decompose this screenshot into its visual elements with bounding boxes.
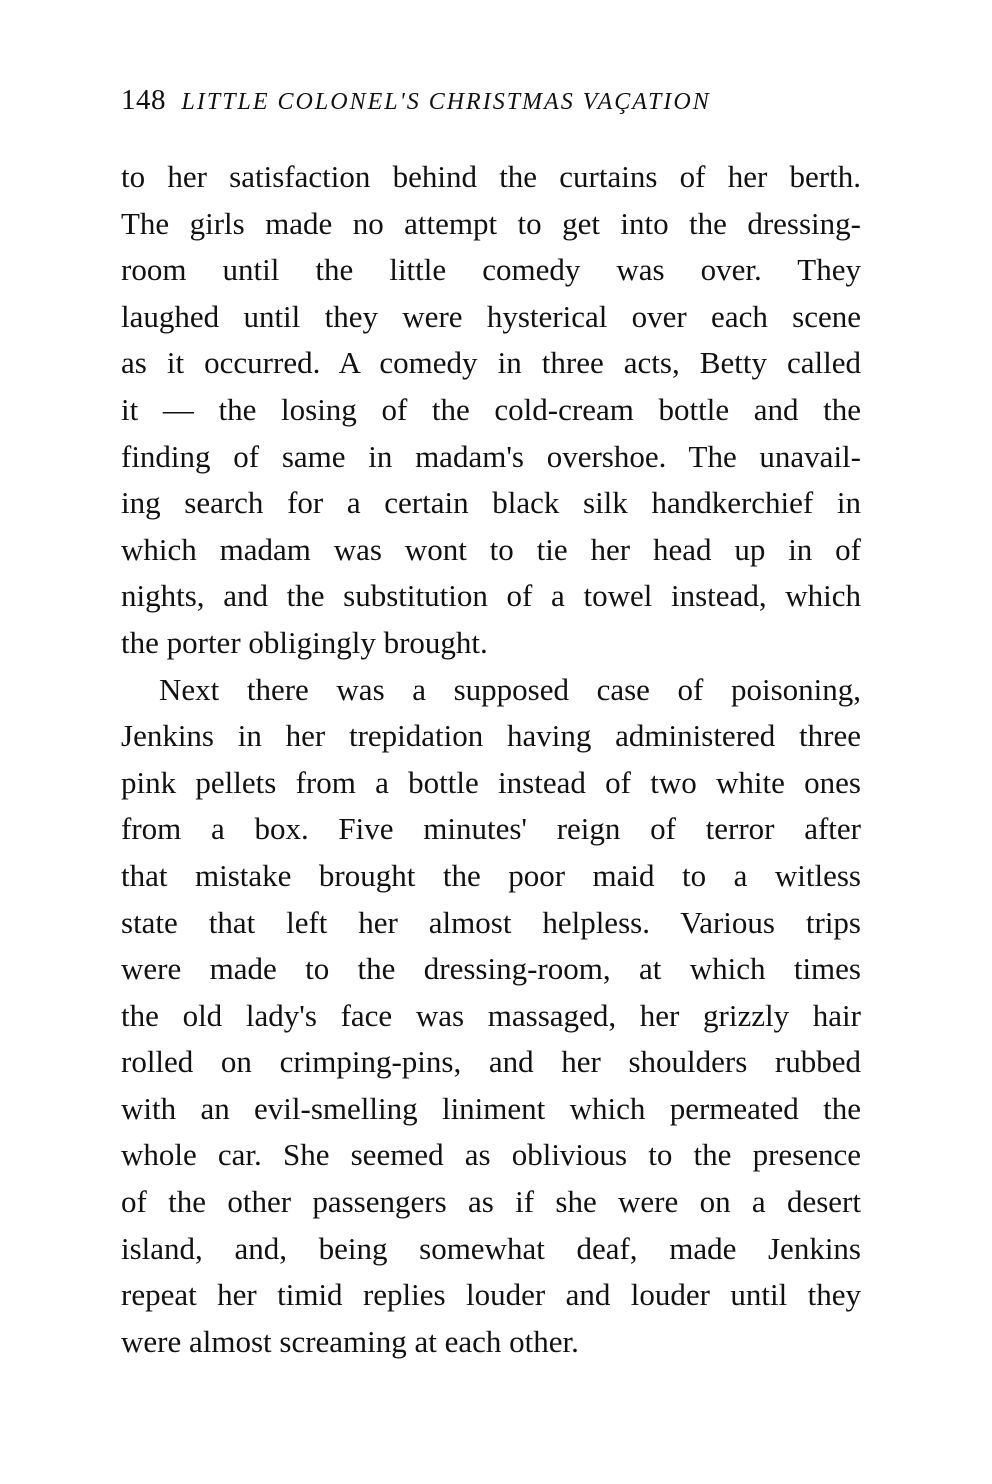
text-line: were made to the dressing-room, at which times	[121, 951, 861, 987]
text-line: room until the little comedy was over. They	[121, 252, 861, 288]
text-line: ing search for a certain black silk handkerchief in	[121, 485, 861, 521]
text-line: with an evil-smelling liniment which permeated the	[121, 1090, 861, 1126]
text-line: the old lady's face was massaged, her grizzly hair	[121, 997, 861, 1033]
text-line: island, and, being somewhat deaf, made Jenkins	[121, 1230, 861, 1266]
text-line: which madam was wont to tie her head up in of	[121, 531, 861, 567]
running-head	[121, 84, 881, 124]
text-line: it — the losing of the cold-cream bottle and the	[121, 391, 861, 427]
text-line: state that left her almost helpless. Various trips	[121, 904, 861, 940]
paragraph-2	[121, 667, 861, 1366]
text-line: the porter obligingly brought.	[121, 624, 488, 660]
text-line: nights, and the substitution of a towel instead, which	[121, 578, 861, 614]
text-line: finding of same in madam's overshoe. The unavail-	[121, 438, 861, 474]
text-line: were almost screaming at each other.	[121, 1323, 579, 1359]
text-line: of the other passengers as if she were on a desert	[121, 1184, 861, 1220]
text-line: whole car. She seemed as oblivious to the presence	[121, 1137, 861, 1173]
text-line: that mistake brought the poor maid to a witless	[121, 857, 861, 893]
text-line: pink pellets from a bottle instead of two white ones	[121, 764, 861, 800]
text-line: from a box. Five minutes' reign of terror after	[121, 811, 861, 847]
text-line: laughed until they were hysterical over each scene	[121, 298, 861, 334]
text-line: repeat her timid replies louder and louder until they	[121, 1277, 861, 1313]
page-number: 148	[121, 84, 166, 116]
text-line: Jenkins in her trepidation having administered three	[121, 718, 861, 754]
text-line: rolled on crimping-pins, and her shoulders rubbed	[121, 1044, 861, 1080]
text-line: Next there was a supposed case of poisoning,	[159, 671, 861, 707]
paragraph-1	[121, 154, 861, 667]
text-line: The girls made no attempt to get into the dressing-	[121, 205, 861, 241]
running-title: LITTLE COLONEL'S CHRISTMAS VAÇATION	[181, 89, 711, 115]
text-line: to her satisfaction behind the curtains of her berth.	[121, 159, 861, 194]
text-line: as it occurred. A comedy in three acts, Betty called	[121, 345, 861, 381]
body-text	[121, 154, 861, 1365]
